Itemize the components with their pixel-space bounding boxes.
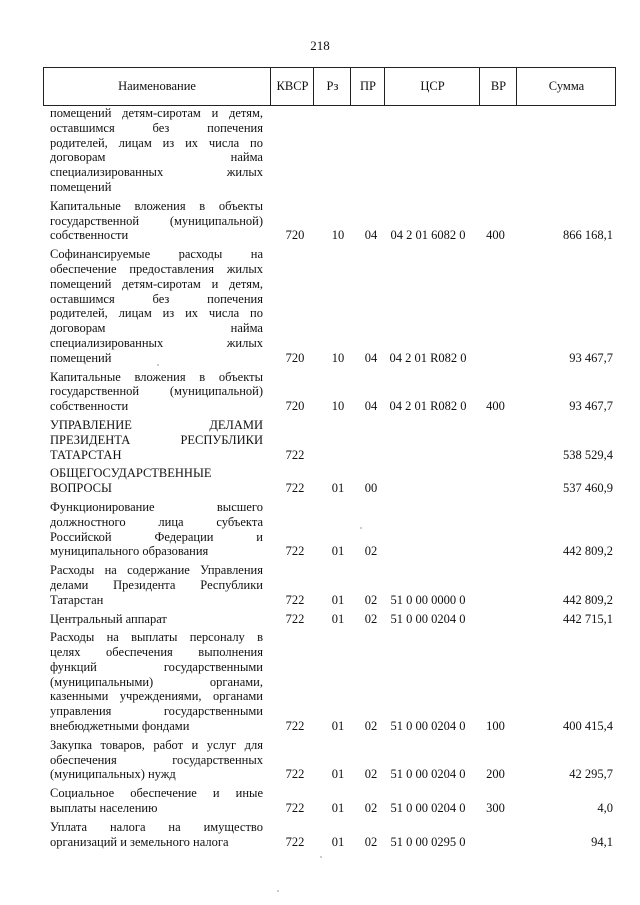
page-number: 218 <box>310 38 330 53</box>
row-name-line: Расходы на содержание Управления <box>50 563 263 578</box>
row-name-line: ПРЕЗИДЕНТА РЕСПУБЛИКИ <box>50 432 263 447</box>
cell-kvsr: 722 <box>285 834 305 849</box>
table-row <box>43 563 616 607</box>
row-name-line: Софинансируемые расходы на <box>50 247 263 262</box>
cell-vr: 300 <box>486 801 505 816</box>
cell-kvsr: 722 <box>285 767 305 782</box>
row-name-line: казенными учреждениями, органами <box>50 689 263 704</box>
row-name-line: оставшимся без попечения <box>50 120 263 135</box>
row-name-line: ТАТАРСТАН <box>50 447 122 462</box>
row-name-line: собственности <box>50 228 129 243</box>
row-name <box>43 106 263 195</box>
header-csr: ЦСР <box>384 68 480 105</box>
cell-pr: 04 <box>364 399 378 414</box>
cell-kvsr: 722 <box>285 447 305 462</box>
row-name-line: функций государственными <box>50 659 263 674</box>
cell-sum: 442 809,2 <box>563 544 613 559</box>
cell-pr: 02 <box>364 834 378 849</box>
cell-sum: 93 467,7 <box>569 399 613 414</box>
cell-sum: 42 295,7 <box>569 767 613 782</box>
row-name-line: ВОПРОСЫ <box>50 481 112 496</box>
row-name-line: управления государственными <box>50 704 263 719</box>
table-row <box>43 199 616 243</box>
row-name-line: специализированных жилых <box>50 165 263 180</box>
cell-kvsr: 720 <box>285 228 305 243</box>
row-name-line: собственности <box>50 399 129 414</box>
row-name <box>43 466 263 496</box>
row-name-line: Капитальные вложения в объекты <box>50 369 263 384</box>
row-name-line: (муниципальными) органами, <box>50 674 263 689</box>
row-name-line: Уплата налога на имущество <box>50 819 263 834</box>
row-name <box>43 199 263 243</box>
cell-csr: 51 0 00 0000 0 <box>390 592 466 607</box>
cell-sum: 93 467,7 <box>569 350 613 365</box>
row-name-line: специализированных жилых <box>50 335 263 350</box>
cell-rz: 01 <box>331 801 345 816</box>
row-name-line: Капитальные вложения в объекты <box>50 198 263 213</box>
row-name-line: договорам найма <box>50 321 263 336</box>
row-name-line: помещений <box>50 179 112 194</box>
cell-pr: 04 <box>364 350 378 365</box>
row-name-line: договорам найма <box>50 150 263 165</box>
cell-sum: 442 715,1 <box>563 611 613 626</box>
header-vr: ВР <box>479 68 517 105</box>
cell-rz: 10 <box>331 399 345 414</box>
cell-kvsr: 722 <box>285 544 305 559</box>
row-name <box>43 630 263 734</box>
row-name-line: Центральный аппарат <box>50 611 167 626</box>
budget-table <box>43 67 616 853</box>
cell-csr: 04 2 01 R082 0 <box>389 350 467 365</box>
cell-kvsr: 722 <box>285 611 305 626</box>
cell-pr: 02 <box>364 611 378 626</box>
cell-csr: 51 0 00 0204 0 <box>390 801 466 816</box>
cell-rz: 01 <box>331 611 345 626</box>
cell-kvsr: 720 <box>285 350 305 365</box>
cell-sum: 4,0 <box>597 801 613 816</box>
cell-sum: 538 529,4 <box>563 447 613 462</box>
table-row <box>43 418 616 462</box>
row-name-line: организаций и земельного налога <box>50 834 229 849</box>
row-name-line: должностного лица субъекта <box>50 514 263 529</box>
cell-kvsr: 722 <box>285 801 305 816</box>
row-name <box>43 786 263 816</box>
row-name-line: оставшимся без попечения <box>50 291 263 306</box>
cell-rz: 01 <box>331 592 345 607</box>
row-name-line: государственной (муниципальной) <box>50 384 263 399</box>
row-name-line: целях обеспечения выполнения <box>50 645 263 660</box>
cell-pr: 00 <box>364 481 378 496</box>
scan-speck <box>277 890 279 892</box>
cell-rz: 01 <box>331 834 345 849</box>
cell-pr: 02 <box>364 544 378 559</box>
row-name-line: Татарстан <box>50 592 104 607</box>
row-name-line: внебюджетными фондами <box>50 719 190 734</box>
row-gap <box>43 849 616 853</box>
row-name-line: Российской Федерации и <box>50 529 263 544</box>
row-name-line: обеспечение предоставления жилых <box>50 261 263 276</box>
cell-rz: 01 <box>331 481 345 496</box>
table-row <box>43 738 616 782</box>
row-name <box>43 418 263 462</box>
cell-kvsr: 722 <box>285 481 305 496</box>
cell-sum: 866 168,1 <box>563 228 613 243</box>
cell-kvsr: 722 <box>285 719 305 734</box>
row-name-line: родителей, лицам из их числа по <box>50 306 263 321</box>
row-name <box>43 738 263 782</box>
row-name-line: Закупка товаров, работ и услуг для <box>50 737 263 752</box>
row-name-line: обеспечения государственных <box>50 752 263 767</box>
row-name-line: Расходы на выплаты персоналу в <box>50 630 263 645</box>
table-row <box>43 106 616 195</box>
table-body <box>43 106 616 853</box>
row-name-line: делами Президента Республики <box>50 577 263 592</box>
header-rz: Рз <box>313 68 351 105</box>
scan-speck <box>157 364 159 366</box>
row-name-line: помещений детям-сиротам и детям, <box>50 106 263 120</box>
cell-pr: 02 <box>364 592 378 607</box>
row-name <box>43 820 263 850</box>
cell-pr: 02 <box>364 767 378 782</box>
cell-sum: 442 809,2 <box>563 592 613 607</box>
header-kvsr: КВСР <box>270 68 314 105</box>
cell-rz: 01 <box>331 767 345 782</box>
table-row <box>43 630 616 734</box>
table-row <box>43 786 616 816</box>
cell-rz: 01 <box>331 544 345 559</box>
cell-sum: 537 460,9 <box>563 481 613 496</box>
cell-csr: 04 2 01 R082 0 <box>389 399 467 414</box>
cell-rz: 10 <box>331 228 345 243</box>
row-name <box>43 563 263 607</box>
row-name-line: ОБЩЕГОСУДАРСТВЕННЫЕ <box>50 466 212 481</box>
row-name-line: (муниципальных) нужд <box>50 767 176 782</box>
cell-vr: 400 <box>486 399 505 414</box>
cell-pr: 04 <box>364 228 378 243</box>
cell-vr: 100 <box>486 719 505 734</box>
row-name <box>43 500 263 559</box>
table-row <box>43 247 616 365</box>
row-name-line: государственной (муниципальной) <box>50 213 263 228</box>
table-row <box>43 370 616 414</box>
header-name: Наименование <box>118 79 196 93</box>
cell-pr: 02 <box>364 801 378 816</box>
row-name-line: Социальное обеспечение и иные <box>50 786 263 801</box>
cell-rz: 10 <box>331 350 345 365</box>
cell-kvsr: 722 <box>285 592 305 607</box>
table-header <box>43 67 616 106</box>
header-pr: ПР <box>350 68 385 105</box>
cell-sum: 400 415,4 <box>563 719 613 734</box>
cell-sum: 94,1 <box>591 834 613 849</box>
row-name <box>43 612 263 627</box>
cell-rz: 01 <box>331 719 345 734</box>
scan-speck <box>360 527 362 529</box>
cell-csr: 04 2 01 6082 0 <box>390 228 466 243</box>
row-name <box>43 247 263 365</box>
cell-kvsr: 720 <box>285 399 305 414</box>
row-name-line: помещений детям-сиротам и детям, <box>50 276 263 291</box>
row-name <box>43 370 263 414</box>
cell-vr: 400 <box>486 228 505 243</box>
cell-csr: 51 0 00 0204 0 <box>390 611 466 626</box>
scan-speck <box>320 856 322 858</box>
cell-csr: 51 0 00 0295 0 <box>390 834 466 849</box>
row-name-line: родителей, лицам из их числа по <box>50 135 263 150</box>
table-row <box>43 500 616 559</box>
row-name-line: помещений <box>50 350 112 365</box>
cell-csr: 51 0 00 0204 0 <box>390 767 466 782</box>
row-name-line: Функционирование высшего <box>50 499 263 514</box>
row-name-line: УПРАВЛЕНИЕ ДЕЛАМИ <box>50 417 263 432</box>
cell-vr: 200 <box>486 767 505 782</box>
row-name-line: муниципального образования <box>50 544 209 559</box>
cell-pr: 02 <box>364 719 378 734</box>
table-row <box>43 466 616 496</box>
table-row <box>43 820 616 850</box>
table-row <box>43 612 616 627</box>
header-sum: Сумма <box>516 68 616 105</box>
cell-csr: 51 0 00 0204 0 <box>390 719 466 734</box>
row-name-line: выплаты населению <box>50 801 158 816</box>
